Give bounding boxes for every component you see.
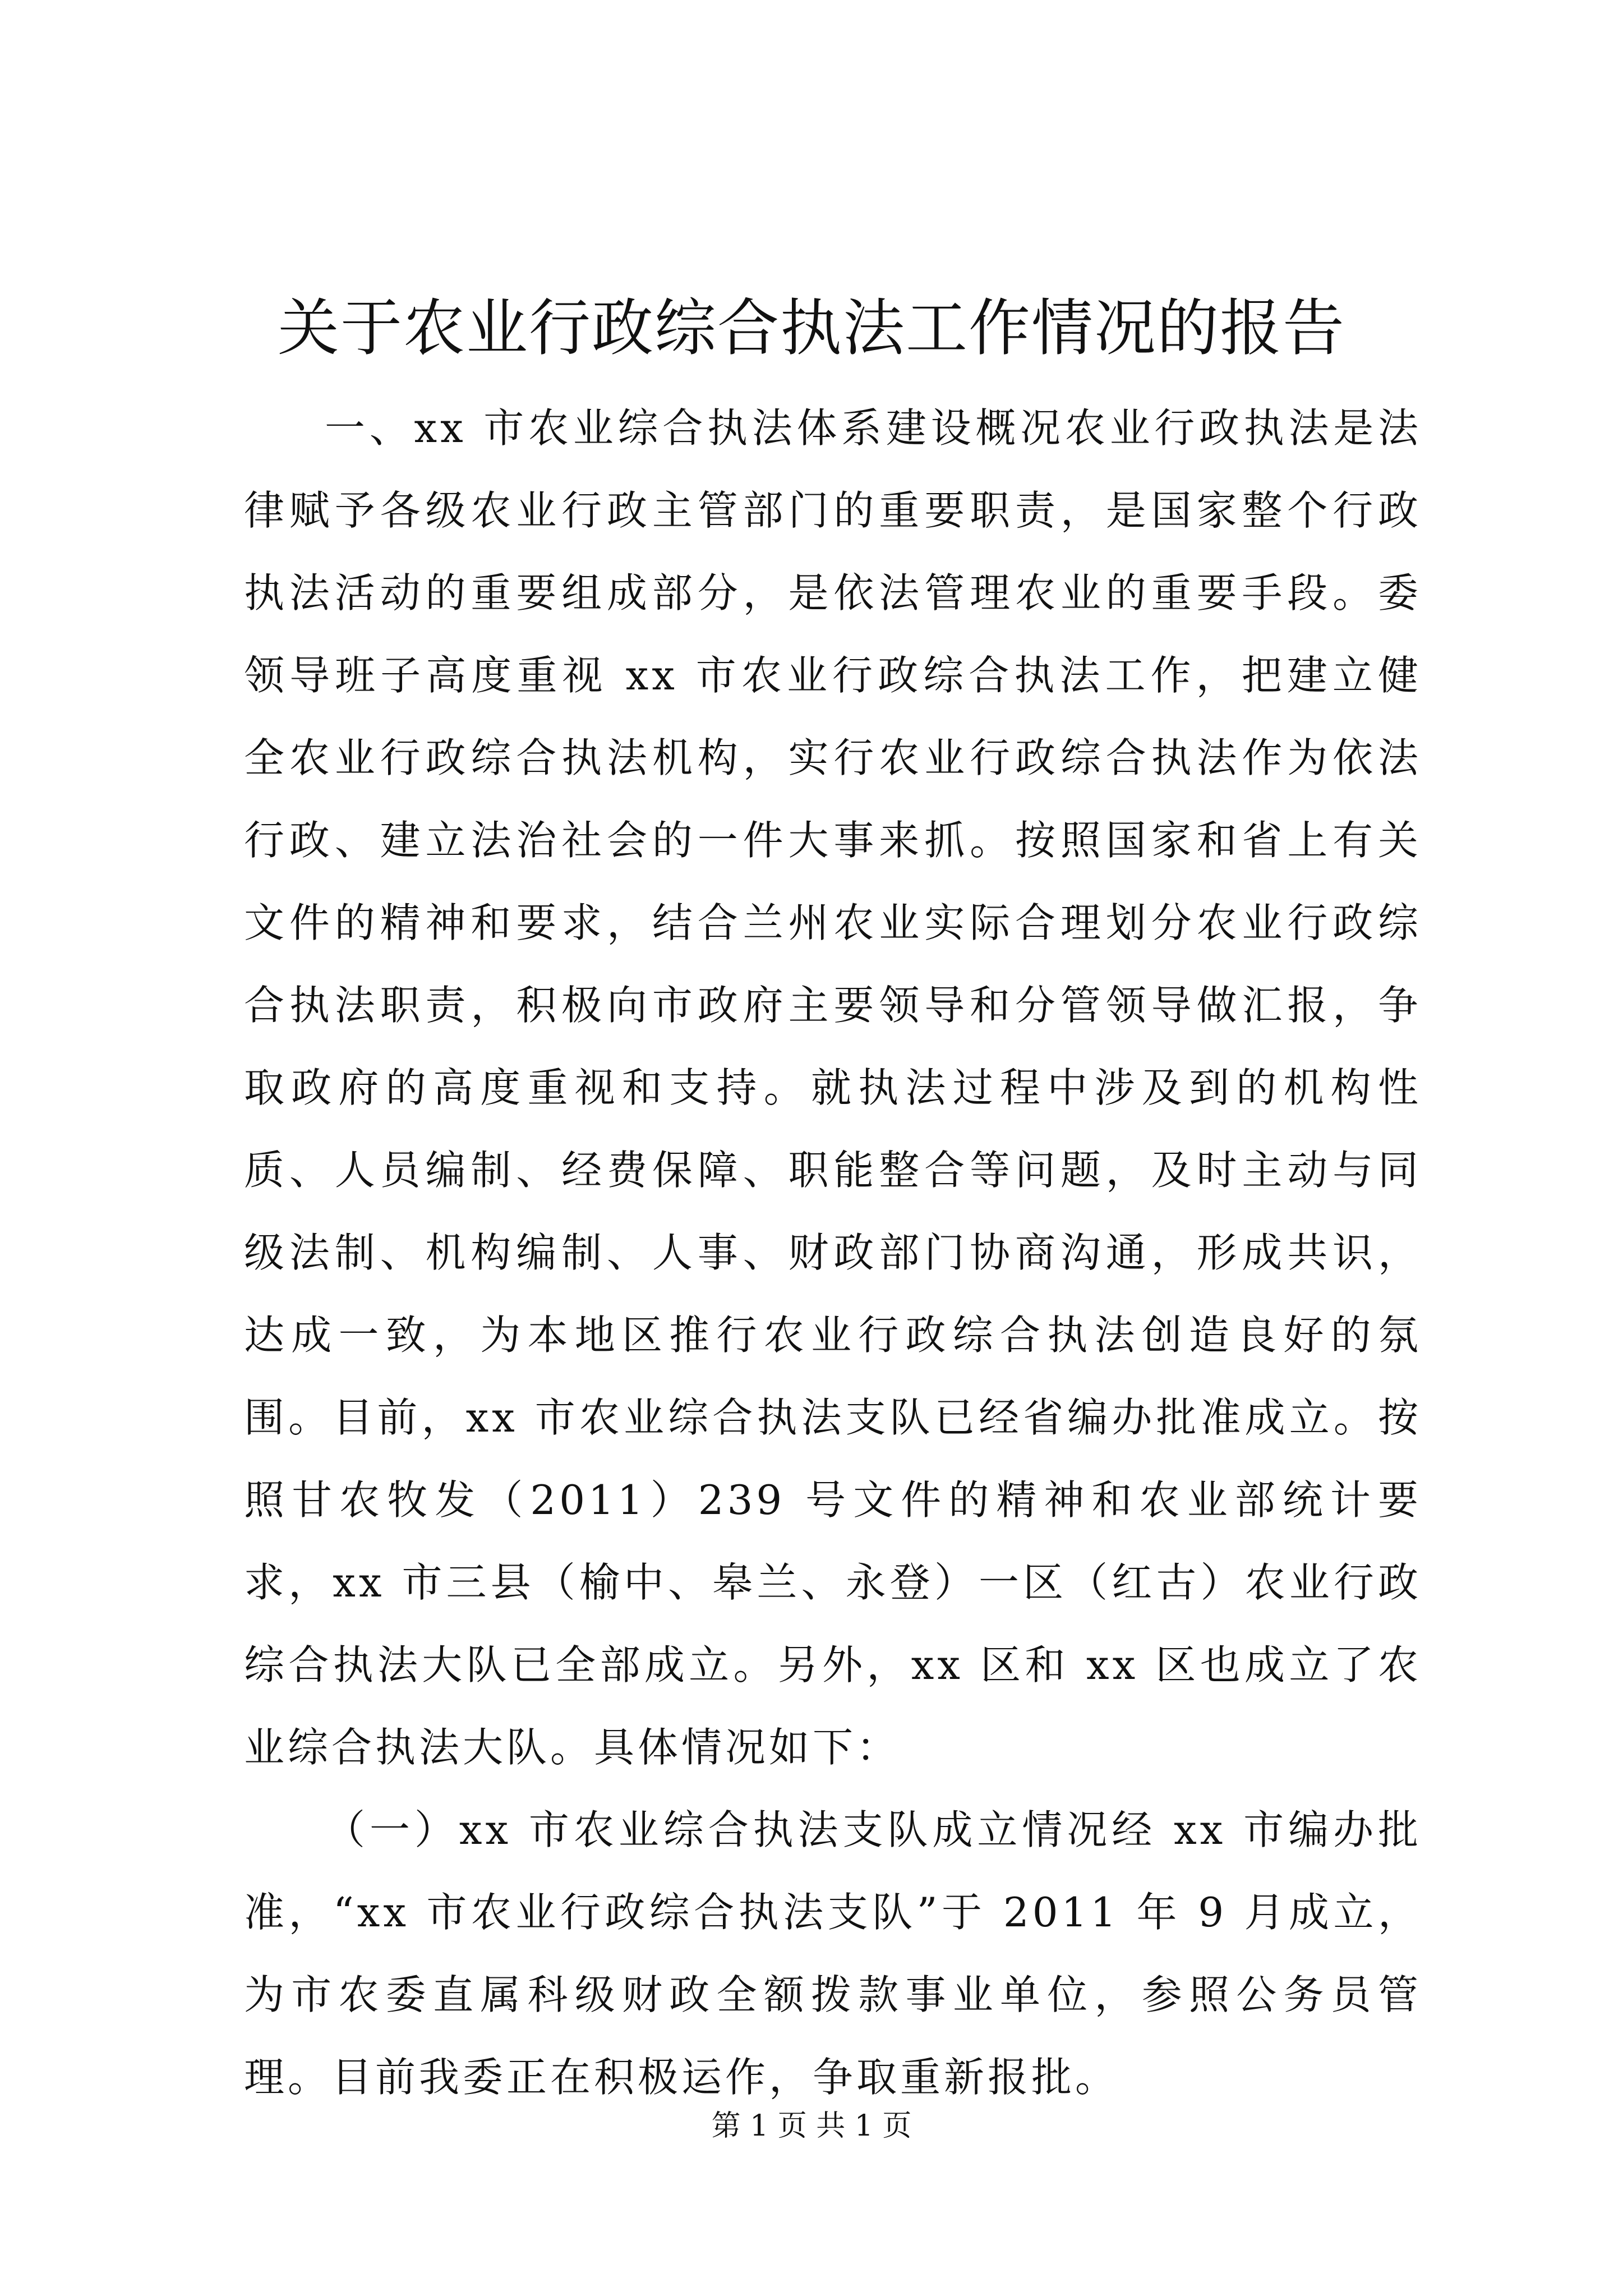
page-footer: 第 1 页 共 1 页 — [711, 2109, 912, 2143]
paragraph-2: （一）xx 市农业综合执法支队成立情况经 xx 市编办批准，“xx 市农业行政综合执法支队”于 2011 年 9 月成立，为市农委直属科级财政全额拨款事业单位，参照公务员管理。目前我委正在积极运作，争取重新报批。 — [244, 1806, 1422, 2101]
document-title: 关于农业行政综合执法工作情况的报告 — [278, 292, 1345, 364]
document-body — [244, 387, 1422, 2119]
paragraph-1: 一、xx 市农业综合执法体系建设概况农业行政执法是法律赋予各级农业行政主管部门的重要职责，是国家整个行政执法活动的重要组成部分，是依法管理农业的重要手段。委领导班子高度重视 xx 市农业行政综合执法工作，把建立健全农业行政综合执法机构，实行农业行政综合执法作为依法行政、建立法治社会的一件大事来抓。按照国家和省上有关文件的精神和要求，结合兰州农业实际合理划分农业行政综合执法职责，积极向市政府主要领导和分管领导做汇报，争取政府的高度重视和支持。就执法过程中涉及到的机构性质、人员编制、经费保障、职能整合等问题，及时主动与同级法制、机构编制、人事、财政部门协商沟通，形成共识，达成一致，为本地区推行农业行政综合执法创造良好的氛围。目前，xx 市农业综合执法支队已经省编办批准成立。按照甘农牧发（2011）239 号文件的精神和农业部统计要求，xx 市三县（榆中、皋兰、永登）一区（红古）农业行政综合执法大队已全部成立。另外，xx 区和 xx 区也成立了农业综合执法大队。具体情况如下： — [244, 404, 1422, 1771]
